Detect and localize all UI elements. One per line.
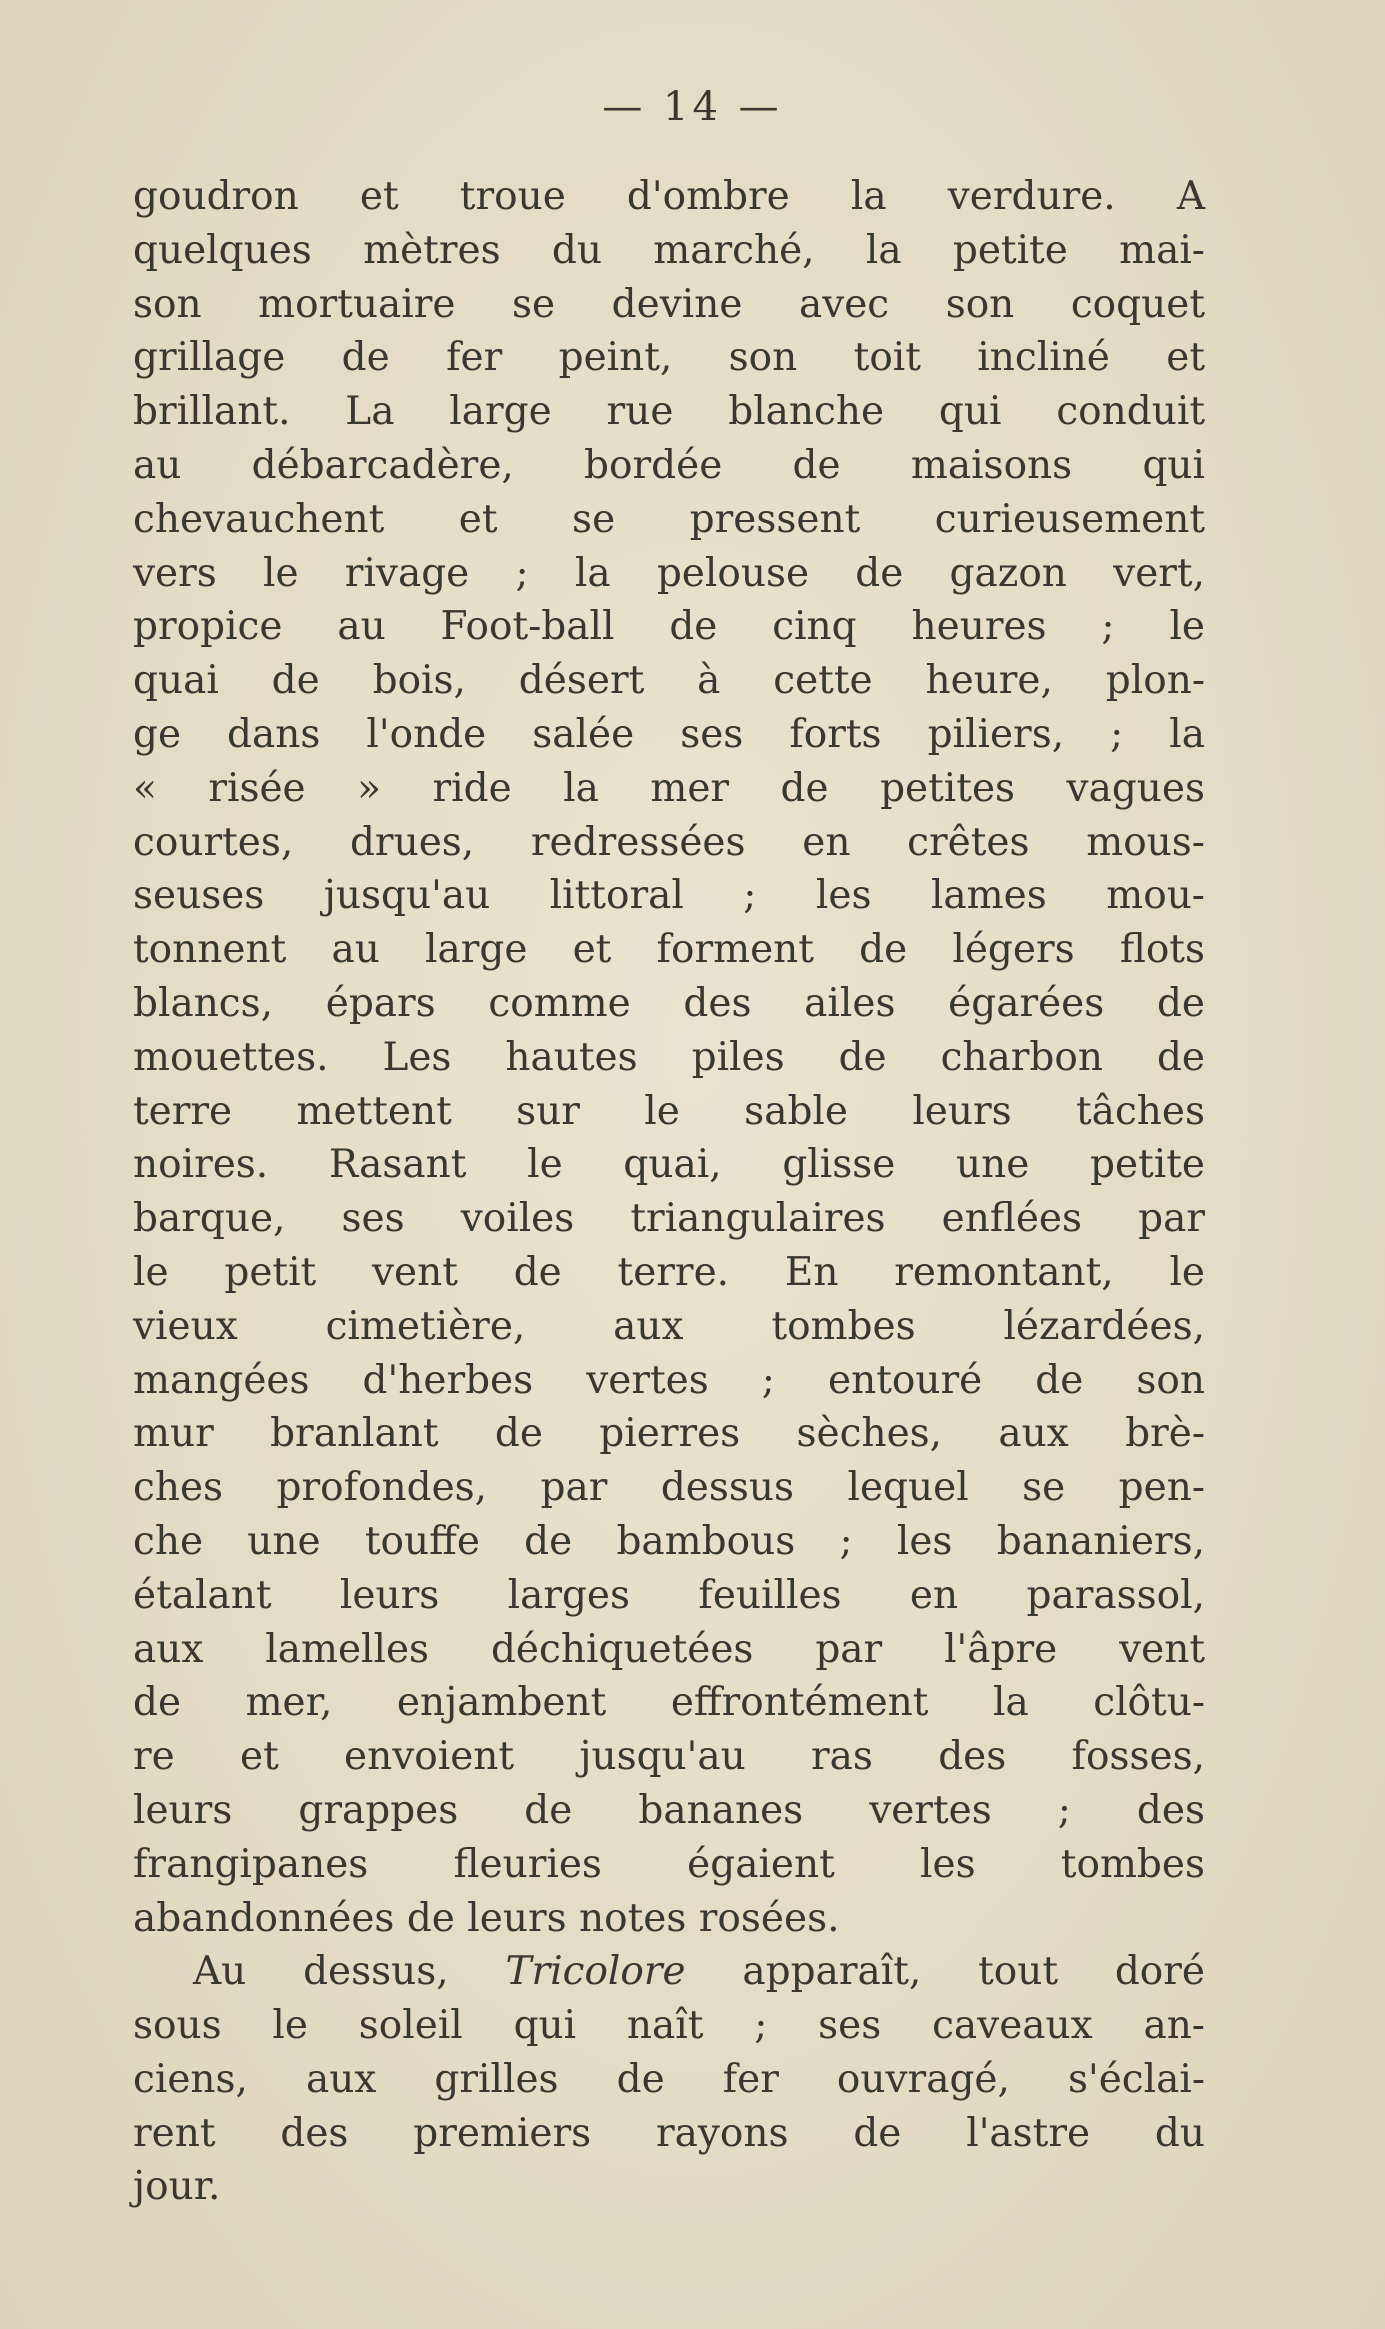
text-line: re et envoient jusqu'au ras des fosses, [133,1734,1205,1780]
text-line: ge dans l'onde salée ses forts piliers, ; la [133,711,1205,757]
text-line: tonnent au large et forment de légers flots [133,927,1205,973]
text-line: ciens, aux grilles de fer ouvragé, s'éclai- [133,2056,1205,2102]
text-line: rent des premiers rayons de l'astre du [133,2110,1205,2156]
body-text [133,170,1205,2214]
text-line: courtes, drues, redressées en crêtes mous- [133,819,1205,865]
text-line: noires. Rasant le quai, glisse une petite [133,1142,1205,1188]
text-line: quelques mètres du marché, la petite mai- [133,227,1205,273]
text-line: chevauchent et se pressent curieusement [133,496,1205,542]
text-line: mur branlant de pierres sèches, aux brè- [133,1411,1205,1457]
text-line: son mortuaire se devine avec son coquet [133,281,1205,327]
text-line: de mer, enjambent effrontément la clôtu- [133,1680,1205,1726]
text-line: « risée » ride la mer de petites vagues [133,765,1205,811]
text-line: ches profondes, par dessus lequel se pen- [133,1465,1205,1511]
text-line: quai de bois, désert à cette heure, plon- [133,658,1205,704]
text-line: frangipanes fleuries égaient les tombes [133,1841,1205,1887]
text-line: blancs, épars comme des ailes égarées de [133,980,1205,1026]
text-line [133,1945,1205,1999]
text-line: brillant. La large rue blanche qui conduit [133,389,1205,435]
text-line: jour. [133,2164,221,2210]
text-line: sous le soleil qui naît ; ses caveaux an- [133,2003,1205,2049]
text-line: vieux cimetière, aux tombes lézardées, [133,1303,1205,1349]
text-fragment: Au dessus, [193,1949,506,1995]
paragraph-2 [133,1945,1205,2214]
text-line: aux lamelles déchiquetées par l'âpre vent [133,1626,1205,1672]
text-line: mangées d'herbes vertes ; entouré de son [133,1357,1205,1403]
text-line: étalant leurs larges feuilles en parassol, [133,1572,1205,1618]
text-line: abandonnées de leurs notes rosées. [133,1895,840,1941]
text-line: terre mettent sur le sable leurs tâches [133,1088,1205,1134]
text-line: leurs grappes de bananes vertes ; des [133,1787,1205,1833]
text-line: au débarcadère, bordée de maisons qui [133,442,1205,488]
italic-title: Tricolore [505,1949,686,1995]
text-line: barque, ses voiles triangulaires enflées par [133,1196,1205,1242]
text-line: propice au Foot-ball de cinq heures ; le [133,604,1205,650]
text-line: mouettes. Les hautes piles de charbon de [133,1034,1205,1080]
page-number: — 14 — [602,84,783,130]
text-line: grillage de fer peint, son toit incliné et [133,335,1205,381]
text-line: vers le rivage ; la pelouse de gazon vert, [133,550,1205,596]
text-line: seuses jusqu'au littoral ; les lames mou- [133,873,1205,919]
text-line: le petit vent de terre. En remontant, le [133,1249,1205,1295]
text-line: goudron et troue d'ombre la verdure. A [133,174,1205,219]
paragraph-1 [133,170,1205,1945]
text-line: che une touffe de bambous ; les bananiers, [133,1518,1205,1564]
text-fragment: apparaît, tout doré [685,1949,1205,1995]
